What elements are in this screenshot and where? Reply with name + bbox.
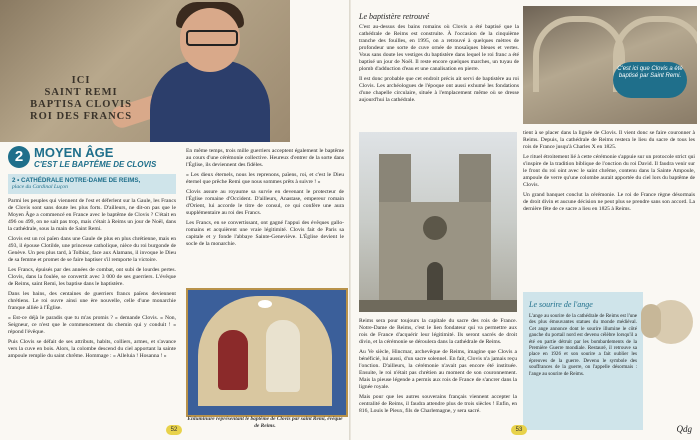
crypt-bubble: C'est ici que Clovis a été baptisé par Saint Remi.: [613, 62, 687, 98]
plaque-line: SAINT REMI: [44, 87, 118, 98]
paragraph: « Les dieux éternels, nous les reprenons, païens, roi, et c'est le Dieu éternel que prêche Remi que nous sommes prêts à suivre ! »: [186, 172, 344, 185]
photo-man-plaque: [0, 0, 290, 142]
left-column-2: [186, 148, 344, 251]
sidebar-title: Le sourire de l'ange: [529, 300, 593, 309]
photo-cathedral: [359, 132, 517, 312]
paragraph: Les Francs, épuisés par des années de combat, ont subi de lourdes pertes. Clovis, dans la foulée, se convertit avec 3 000 de ses guerriers. L'évêque de Reims, saint Remi, les baptise dans le baptistère.: [8, 267, 176, 287]
paragraph: Un grand banquet conclut la cérémonie. Le roi de France règne désormais de droit divin et aucune décision ne peut plus se prendre sans son accord. La dernière fête de ce sacre a lieu en 1825 à Reims.: [523, 192, 695, 212]
paragraph: Mais pour que les autres souverains français viennent accepter la centralité de Reims, il faudra attendre plus de trois siècles ! Enfin, en 816, Louis le Pieux, fils de Charlemagne, y sera sacré.: [359, 394, 517, 414]
paragraph: Reims sera pour toujours la capitale du sacre des rois de France. Notre-Dame de Reims, c'est le lien fondateur qui va permettre aux rois de France d'acquérir leur légitimité. Ils seront sacrés de droit divin, et la cérémonie se déroulera dans la cathédrale de Reims.: [359, 318, 517, 345]
right-page: [351, 0, 700, 440]
paragraph: Clovis assure au royaume sa survie en devenant le protecteur de l'Église romaine d'Occident. D'ailleurs, Anastase, empereur romain d'Orient, lui accorde le titre de consul, ce qui confère une aura supplémentaire au roi des Francs.: [186, 189, 344, 216]
section-title: MOYEN ÂGE: [34, 145, 114, 160]
location-subtitle: place du Cardinal Luçon: [12, 184, 68, 190]
baptism-illumination: [186, 288, 348, 417]
page-number-left: 52: [166, 425, 182, 435]
page-number-right: 53: [511, 425, 527, 435]
plaque-line: ROI DES FRANCS: [30, 111, 133, 122]
right-column-2: [359, 318, 517, 418]
paragraph: « Est-ce déjà le paradis que tu m'as promis ? » demande Clovis. « Non, Seigneur, ce n'est que le commencement du chemin qui y conduit ! » répond l'évêque.: [8, 315, 176, 335]
plaque-line: ICI: [71, 75, 91, 86]
paragraph: tient à se placer dans la lignée de Clovis. Il vient donc se faire couronner à Reims. Depuis, la cathédrale de Reims restera le lieu du sacre de tous les rois de France jusqu'à Charles X en 1825.: [523, 130, 695, 150]
location-title: 2 • CATHÉDRALE NOTRE-DAME DE REIMS,: [12, 177, 141, 184]
paragraph: Clovis est un roi païen dans une Gaule de plus en plus chrétienne, mais en 493, il épouse Clotilde, une princesse catholique, nièce du roi burgonde de Genève. Un peu plus tard, à Tolbiac, face aux Alamans, il invoque le Dieu de sa femme et promet de se faire baptiser s'il remporte la victoire.: [8, 236, 176, 263]
left-page: [0, 0, 349, 440]
illumination-caption: Enluminure représentant le baptême de Clovis par saint Remi, évêque de Reims.: [187, 416, 343, 429]
section-subtitle: C'EST LE BAPTÊME DE CLOVIS: [34, 160, 157, 169]
plaque-line: BAPTISA CLOVIS: [30, 99, 132, 110]
paragraph: Le rituel étroitement lié à cette cérémonie s'appuie sur un protocole strict qui s'inspire de la tradition biblique de l'onction du roi David. Il faudra venir sur le front du roi oint avec le saint chrême, contenu dans la Sainte Ampoule, ampoule de verre qu'une colombe aurait apportée du ciel lors du baptême de Clovis.: [523, 154, 695, 188]
paragraph: C'est au-dessus des bains romains où Clovis a été baptisé que la cathédrale de Reims est construite. À l'occasion de la cinquième tranche des fouilles, en 1995, on a retrouvé à quelques mètres de profondeur une sorte de cuve ornée de mosaïques bleues et vertes. Vous sans doute les vestiges du baptistère dans lequel le roi franc a été baptisé un jour de Noël. Il reste encore quelques marches, un tuyau de plomb d'adduction d'eau et une canalisation en pierre.: [359, 24, 519, 72]
right-column-3: [523, 130, 695, 216]
sidebar-smiling-angel: [523, 292, 643, 430]
section-number-badge: 2: [8, 146, 30, 168]
paragraph: En même temps, trois mille guerriers acceptent également le baptême au cours d'une cérémonie collective. Heureux d'entrer de la sorte dans l'Église, ils deviennent des fidèles.: [186, 148, 344, 168]
paragraph: Dans les bains, des centaines de guerriers francs païens deviennent chrétiens. Le roi ouvre ainsi une ère nouvelle, celle d'une monarchie franque alliée à l'Église.: [8, 291, 176, 311]
paragraph: Puis Clovis se défait de ses attributs, habits, colliers, armes, et s'avance vers la cuve en bois. Alors, la colombe descend du ciel apportant la sainte ampoule remplie du saint chrême. Hommage : « Alleluia ! Hosanna ! »: [8, 339, 176, 359]
plaque-inscription: [30, 75, 132, 123]
sidebar-text: L'ange au sourire de la cathédrale de Reims est l'une des plus émouvantes statues du monde médiéval. Cet ange annonce dont le sourire illumine le côté gauche du portail nord est devenu célèbre lorsqu'il a été en partie détruit par les bombardements de la Première Guerre mondiale. Restauré, il retrouve sa place en 1926 et son sourire a fait oublier les épreuves de la guerre. Devenu le symbole des souffrances de la guerre, on l'appelle désormais : l'ange au sourire de Reims.: [529, 313, 637, 377]
paragraph: Parmi les peuples qui viennent de l'est et déferlent sur la Gaule, les Francs de Clovis sont sans doute les plus forts. D'ailleurs, ne dit-on pas que le Moyen Âge a commencé en France avec le baptême de Clovis ? C'était en 496 ou 499, on ne sait pas trop, mais c'était à Reims un jour de Noël, dans la cathédrale, sous la main de Saint Remi.: [8, 198, 176, 232]
right-column-1: [359, 24, 519, 107]
left-column-1: [8, 174, 176, 363]
paragraph: Il est donc probable que cet endroit précis ait servi de baptistère au roi Clovis. Les archéologues de l'époque ont aussi exhumé les fondations d'une chapelle circulaire, située à l'emplacement même où se dresse aujourd'hui la cathédrale.: [359, 76, 519, 103]
photo-crypt: [523, 6, 697, 124]
column-title: Le baptistère retrouvé: [359, 12, 430, 21]
paragraph: Les Francs, en se convertissant, ont gagné l'appui des évêques gallo-romains et acquièrent une vraie légitimité. Clovis fait de Paris sa capitale et y fonde l'abbaye Sainte-Geneviève. L'Église devient le socle de la monarchie.: [186, 220, 344, 247]
angel-statue-photo: [649, 300, 693, 344]
location-box: [8, 174, 176, 194]
paragraph: Au Ve siècle, Hincmar, archevêque de Reims, imagine que Clovis a bénéficié, lui aussi, d'un sacre solennel. En fait, Clovis n'a jamais reçu l'onction. D'ailleurs, la cérémonie n'avait pas encore été instituée. Ensuite, le roi n'était pas chrétien au moment de son couronnement. Mais la pieuse légende a permis aux rois de France de s'ancrer dans la lignée royale.: [359, 349, 517, 390]
signature: Qdg: [676, 424, 692, 434]
